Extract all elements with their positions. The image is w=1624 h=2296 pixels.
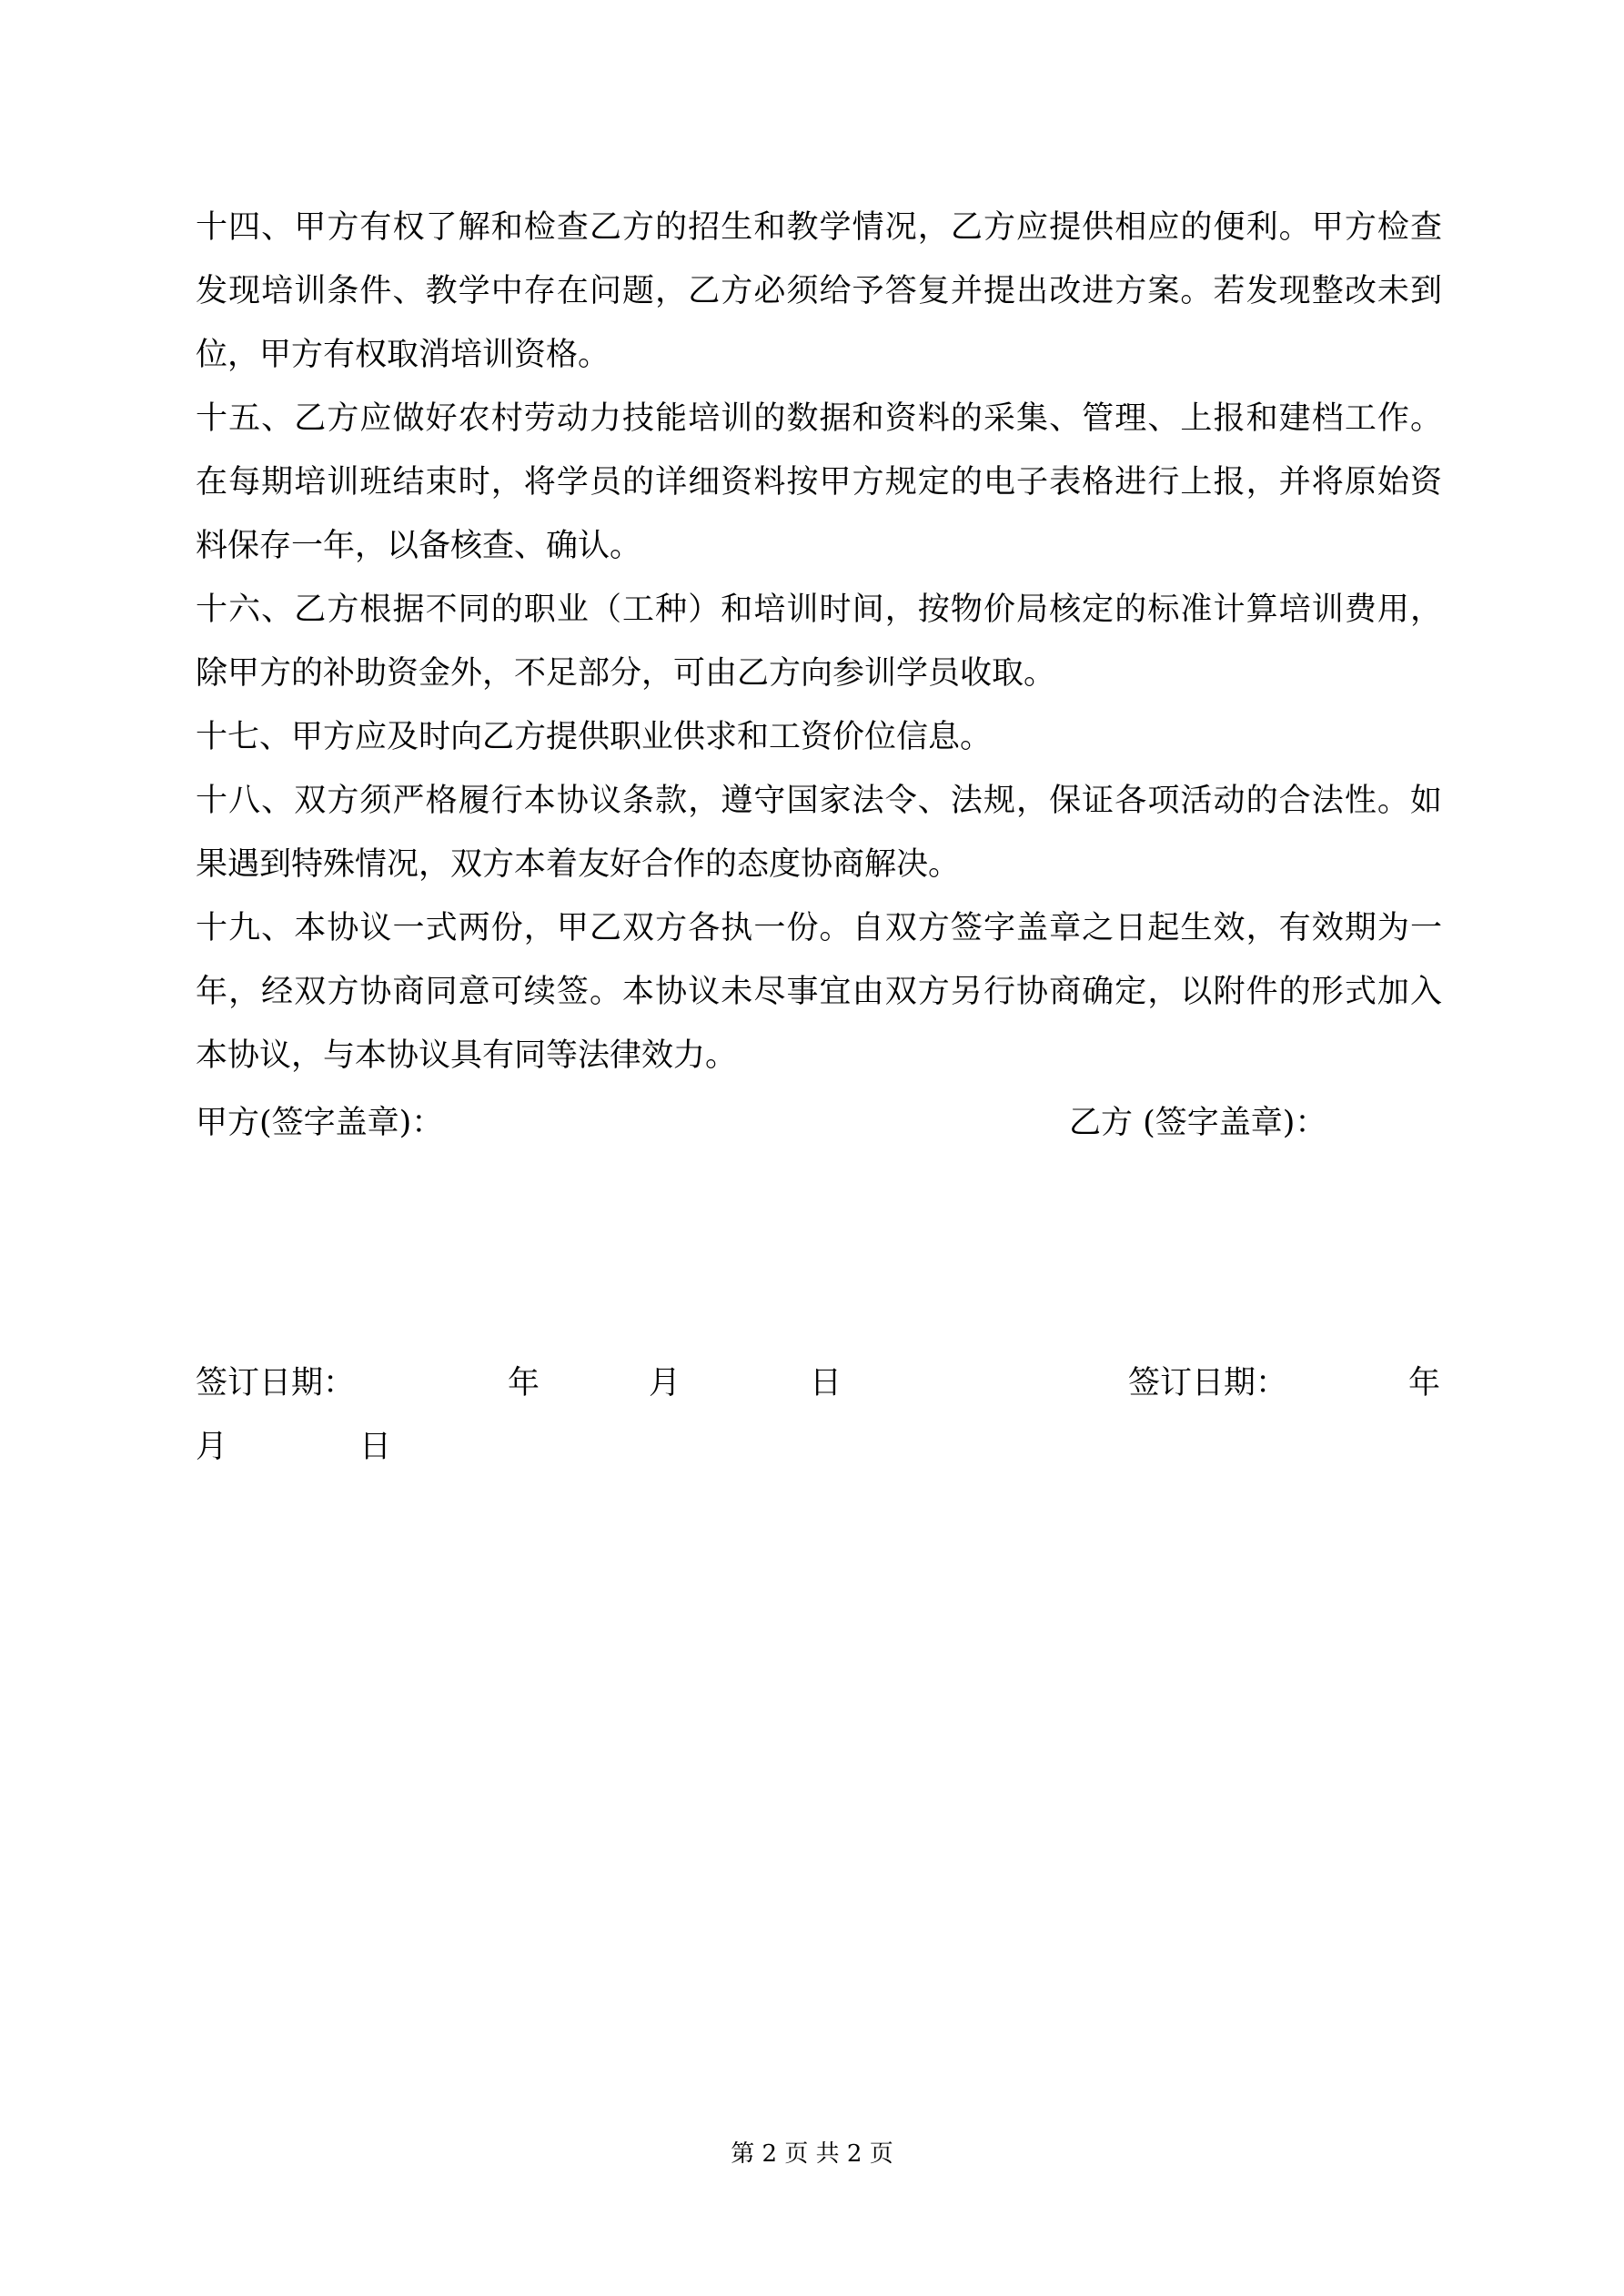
clause-14-line-1: 十四、甲方有权了解和检查乙方的招生和教学情况，乙方应提供相应的便利。甲方检查 bbox=[196, 209, 1442, 246]
party-a-date-label: 签订日期： bbox=[196, 1365, 356, 1401]
party-a-date-month: 月 bbox=[649, 1365, 681, 1401]
clause-17-line-1: 十七、甲方应及时向乙方提供职业供求和工资价位信息。 bbox=[196, 719, 993, 755]
clause-19-line-2: 年，经双方协商同意可续签。本协议未尽事宜由双方另行协商确定，以附件的形式加入 bbox=[196, 974, 1442, 1010]
clause-14-line-2: 发现培训条件、教学中存在问题，乙方必须给予答复并提出改进方案。若发现整改未到 bbox=[196, 273, 1442, 309]
party-b-date-day: 日 bbox=[359, 1429, 392, 1465]
clause-19-line-3: 本协议，与本协议具有同等法律效力。 bbox=[196, 1037, 738, 1074]
party-b-signature-label: 乙方 (签字盖章)： bbox=[1069, 1105, 1327, 1141]
clause-19-line-1: 十九、本协议一式两份，甲乙双方各执一份。自双方签字盖章之日起生效，有效期为一 bbox=[196, 910, 1442, 946]
clause-14-line-3: 位，甲方有权取消培训资格。 bbox=[196, 337, 610, 373]
party-b-date-year: 年 bbox=[1408, 1365, 1441, 1401]
party-a-date-year: 年 bbox=[508, 1365, 540, 1401]
party-b-date-label: 签订日期： bbox=[1128, 1365, 1288, 1401]
clause-18-line-2: 果遇到特殊情况，双方本着友好合作的态度协商解决。 bbox=[196, 846, 961, 883]
party-a-date-day: 日 bbox=[810, 1365, 842, 1401]
party-b-date-month: 月 bbox=[196, 1429, 228, 1465]
party-a-signature-label: 甲方(签字盖章)： bbox=[196, 1105, 444, 1141]
clause-15-line-3: 料保存一年，以备核查、确认。 bbox=[196, 528, 642, 564]
clause-16-line-1: 十六、乙方根据不同的职业（工种）和培训时间，按物价局核定的标准计算培训费用， bbox=[196, 592, 1442, 628]
clause-18-line-1: 十八、双方须严格履行本协议条款，遵守国家法令、法规，保证各项活动的合法性。如 bbox=[196, 783, 1442, 819]
clause-16-line-2: 除甲方的补助资金外，不足部分，可由乙方向参训学员收取。 bbox=[196, 655, 1056, 692]
page-number-footer: 第 2 页 共 2 页 bbox=[731, 2140, 893, 2168]
clause-15-line-1: 十五、乙方应做好农村劳动力技能培训的数据和资料的采集、管理、上报和建档工作。 bbox=[196, 400, 1442, 437]
clause-15-line-2: 在每期培训班结束时，将学员的详细资料按甲方规定的电子表格进行上报，并将原始资 bbox=[196, 464, 1442, 501]
